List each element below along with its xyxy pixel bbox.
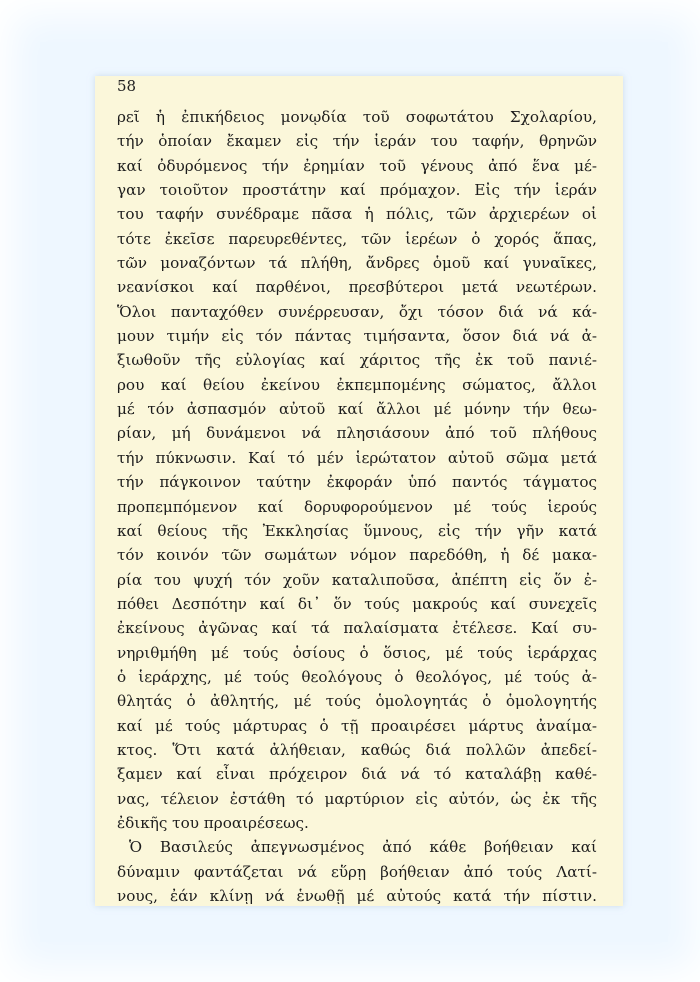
- paragraph-start-line: Ὁ Βασιλεύς ἀπεγνωσμένος ἀπό κάθε βοήθειαν καί: [129, 838, 597, 857]
- text-line: ρία του ψυχή τόν χοῦν καταλιποῦσα, ἀπέπτη εἰς ὅν ἐ-: [117, 570, 597, 589]
- text-line: νας, τέλειον ἐστάθη τό μαρτύριον εἰς αὐτόν, ὡς ἐκ τῆς: [117, 789, 597, 808]
- text-line: τότε ἐκεῖσε παρευρεθέντες, τῶν ἱερέων ὁ χορός ἅπας,: [117, 229, 597, 248]
- body-text: [117, 105, 597, 908]
- text-line: καί θείους τῆς Ἐκκλησίας ὕμνους, εἰς τήν γῆν κατά: [117, 521, 597, 540]
- book-page: [95, 76, 623, 906]
- text-line: ὁ ἱεράρχης, μέ τούς θεολόγους ὁ θεολόγος, μέ τούς ἀ-: [117, 667, 597, 686]
- text-line: τήν πύκνωσιν. Καί τό μέν ἱερώτατον αὐτοῦ σῶμα μετά: [117, 448, 597, 467]
- text-line: ρεῖ ἡ ἐπικήδειος μονῳδία τοῦ σοφωτάτου Σχολαρίου,: [117, 108, 597, 126]
- text-line: δύναμιν φαντάζεται νά εὕρῃ βοήθειαν ἀπό τούς Λατί-: [117, 862, 597, 881]
- text-line: ρου καί θείου ἐκείνου ἐκπεμπομένης σώματος, ἄλλοι: [117, 375, 597, 394]
- text-line: του ταφήν συνέδραμε πᾶσα ἡ πόλις, τῶν ἀρχιερέων οἱ: [117, 205, 597, 224]
- text-line: νεανίσκοι καί παρθένοι, πρεσβύτεροι μετά νεωτέρων.: [117, 278, 597, 297]
- text-line: τόν κοινόν τῶν σωμάτων νόμον παρεδόθη, ἡ δέ μακα-: [117, 546, 597, 565]
- text-line: μέ τόν ἀσπασμόν αὐτοῦ καί ἄλλοι μέ μόνην τήν θεω-: [117, 400, 597, 419]
- text-line: πόθει Δεσπότην καί δι᾽ ὅν τούς μακρούς καί συνεχεῖς: [117, 594, 597, 613]
- page-number: 58: [117, 77, 137, 95]
- text-line: ἐκείνους ἀγῶνας καί τά παλαίσματα ἐτέλεσε. Καί συ-: [117, 619, 597, 638]
- text-line: θλητάς ὁ ἀθλητής, μέ τούς ὁμολογητάς ὁ ὁμολογητής: [117, 692, 597, 711]
- text-line: νους, ἐάν κλίνῃ νά ἑνωθῇ μέ αὐτούς κατά τήν πίστιν.: [117, 887, 597, 905]
- text-line: ρίαν, μή δυνάμενοι νά πλησιάσουν ἀπό τοῦ πλήθους: [117, 424, 597, 443]
- text-line: ξαμεν καί εἶναι πρόχειρον διά νά τό καταλάβῃ καθέ-: [117, 765, 597, 784]
- text-line: καί μέ τούς μάρτυρας ὁ τῇ προαιρέσει μάρτυς ἀναίμα-: [117, 716, 597, 735]
- text-line: τήν ὁποίαν ἔκαμεν εἰς τήν ἱεράν του ταφήν, θρηνῶν: [117, 132, 597, 151]
- text-line: κτος. Ὅτι κατά ἀλήθειαν, καθώς διά πολλῶν ἀπεδεί-: [117, 740, 597, 759]
- text-line: τήν πάγκοινον ταύτην ἐκφοράν ὑπό παντός τάγματος: [117, 473, 597, 492]
- text-line: μουν τιμήν εἰς τόν πάντας τιμήσαντα, ὅσον διά νά ἀ-: [117, 327, 597, 346]
- text-line: ξιωθοῦν τῆς εὐλογίας καί χάριτος τῆς ἐκ τοῦ πανιέ-: [117, 351, 597, 370]
- text-line: προπεμπόμενον καί δορυφορούμενον μέ τούς ἱερούς: [117, 497, 597, 516]
- text-line: νηριθμήθη μέ τούς ὁσίους ὁ ὅσιος, μέ τούς ἱεράρχας: [117, 643, 597, 662]
- text-line: τῶν μοναζόντων τά πλήθη, ἄνδρες ὁμοῦ καί γυναῖκες,: [117, 254, 597, 273]
- text-line: γαν τοιοῦτον προστάτην καί πρόμαχον. Εἰς τήν ἱεράν: [117, 181, 597, 200]
- text-line: Ὅλοι πανταχόθεν συνέρρευσαν, ὄχι τόσον διά νά κά-: [117, 302, 597, 321]
- text-line: καί ὀδυρόμενος τήν ἐρημίαν τοῦ γένους ἀπό ἕνα μέ-: [117, 156, 597, 175]
- paragraph-end-line: ἐδικῆς του προαιρέσεως.: [117, 813, 309, 832]
